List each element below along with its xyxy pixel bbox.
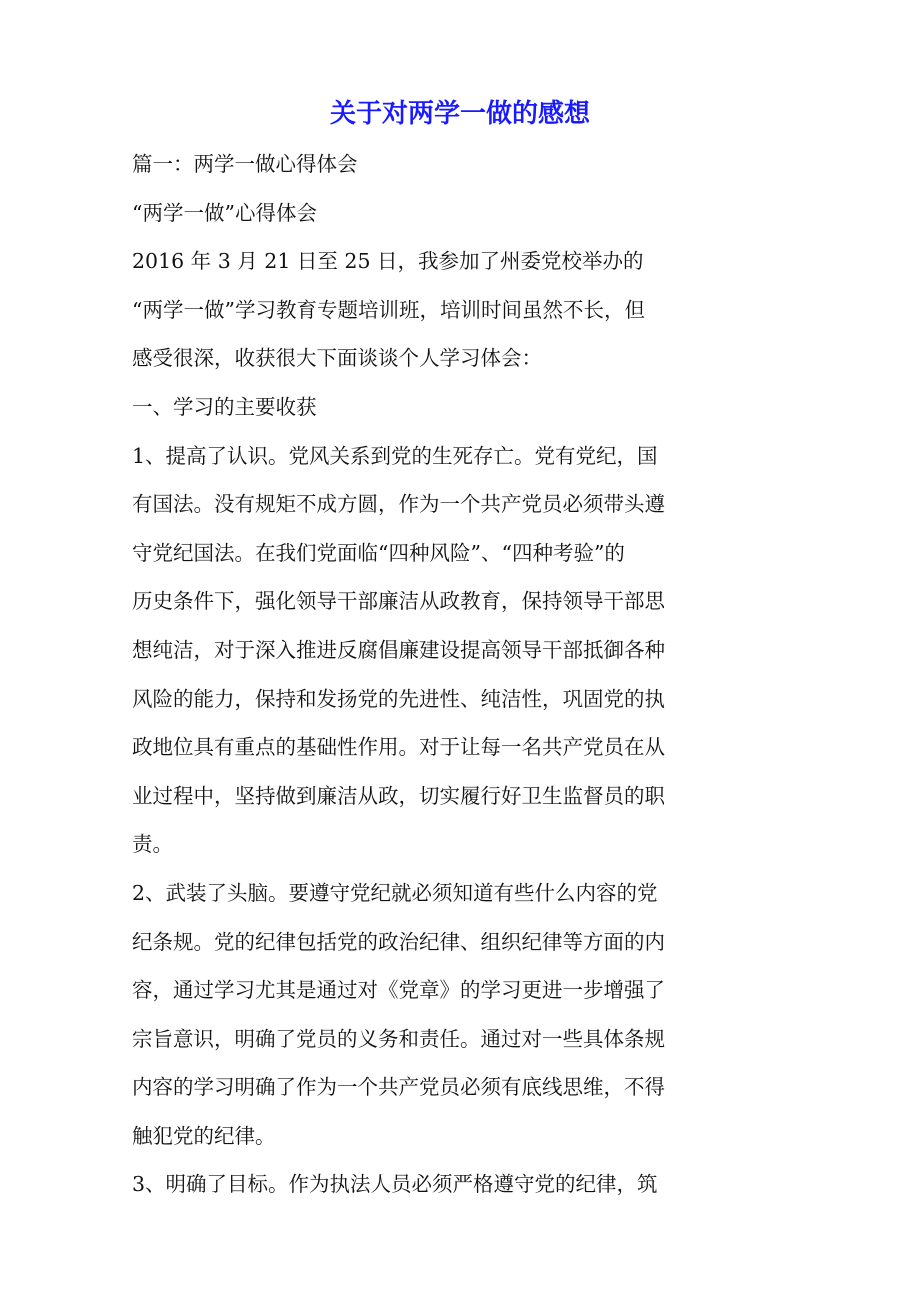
text-line-19: 宗旨意识，明确了党员的义务和责任。通过对一些具体条规 bbox=[132, 1026, 665, 1051]
text-line-5: 感受很深，收获很大下面谈谈个人学习体会： bbox=[132, 346, 542, 371]
text-line-9: 守党纪国法。在我们党面临“四种风险”、“四种考验”的 bbox=[132, 540, 625, 565]
text-line-1: 篇一：两学一做心得体会 bbox=[132, 152, 358, 176]
text-line-22: 3、明确了目标。作为执法人员必须严格遵守党的纪律，筑 bbox=[132, 1172, 658, 1197]
text-line-7: 1、提高了认识。党风关系到党的生死存亡。党有党纪，国 bbox=[132, 443, 658, 468]
text-line-18: 容，通过学习尤其是通过对《党章》的学习更进一步增强了 bbox=[132, 978, 665, 1003]
text-line-15: 责。 bbox=[132, 832, 173, 857]
text-line-20: 内容的学习明确了作为一个共产党员必须有底线思维，不得 bbox=[132, 1075, 665, 1100]
document-body bbox=[132, 140, 702, 1209]
text-line-12: 风险的能力，保持和发扬党的先进性、纯洁性，巩固党的执 bbox=[132, 686, 665, 711]
text-line-13: 政地位具有重点的基础性作用。对于让每一名共产党员在从 bbox=[132, 735, 665, 760]
text-line-10: 历史条件下，强化领导干部廉洁从政教育，保持领导干部思 bbox=[132, 589, 665, 614]
document-title: 关于对两学一做的感想 bbox=[329, 99, 590, 129]
text-line-21: 触犯党的纪律。 bbox=[132, 1123, 276, 1148]
text-line-2: “两学一做”心得体会 bbox=[132, 200, 317, 225]
text-line-11: 想纯洁，对于深入推进反腐倡廉建设提高领导干部抵御各种 bbox=[132, 637, 665, 662]
text-line-8: 有国法。没有规矩不成方圆，作为一个共产党员必须带头遵 bbox=[132, 492, 665, 517]
text-line-16: 2、武装了头脑。要遵守党纪就必须知道有些什么内容的党 bbox=[132, 880, 658, 905]
text-line-17: 纪条规。党的纪律包括党的政治纪律、组织纪律等方面的内 bbox=[132, 929, 665, 954]
text-line-6: 一、学习的主要收获 bbox=[132, 394, 317, 419]
text-line-3: 2016 年 3 月 21 日至 25 日，我参加了州委党校举办的 bbox=[132, 249, 644, 274]
text-line-14: 业过程中，坚持做到廉洁从政，切实履行好卫生监督员的职 bbox=[132, 783, 665, 808]
text-line-4: “两学一做”学习教育专题培训班，培训时间虽然不长，但 bbox=[132, 297, 645, 322]
